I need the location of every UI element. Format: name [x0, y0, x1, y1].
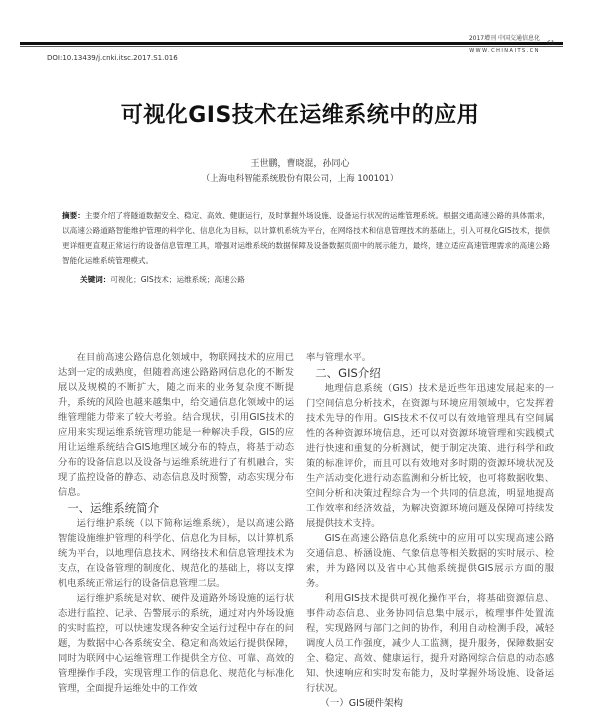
- abstract: [62, 208, 550, 268]
- keywords-text: 可视化；GIS技术；运维系统；高速公路: [110, 275, 245, 284]
- paper-title: 可视化GIS技术在运维系统中的应用: [120, 103, 480, 128]
- paragraph: 利用GIS技术提供可视化操作平台，将基础资源信息、事件动态信息、业务协同信息集中展示，梳理事件处置流程，实现路网与部门之间的协作，利用自动检测手段，减轻调度人员工作强度，减少人工监测，提升服务，保障数据安全、稳定、高效、健康运行，提升对路网综合信息的动态感知、快速响应和实时发布能力，及时掌握外场设施、设备运行状况。: [306, 593, 554, 694]
- abstract-text: 主要介绍了将隧道数据安全、稳定、高效、健康运行，及时掌握外场设施、设备运行状况的运维管理系统。根据交通高速公路的具体需求，以高速公路道路智能维护管理的科学化、信息化为目标，以计算机系统为平台，在网络技术和信息管理技术的基础上，引入可视化GIS技术，提供更详细更直观正常运行的设备信息管理工具，增强对运维系统的数据保障及设备数据页面中的展示能力，最终，建立适应高速管理需求的高速公路智能化运维系统管理模式。: [62, 211, 551, 265]
- doi: DOI:10.13439/j.cnki.itsc.2017.S1.016: [47, 54, 178, 62]
- right-column: [306, 350, 554, 711]
- journal-name: 2017增刊 中国交通信息化: [468, 35, 540, 42]
- header-rule: [20, 42, 563, 45]
- keywords: [62, 272, 550, 287]
- page-number: 61: [547, 40, 555, 47]
- paragraph: 运行维护系统（以下简称运维系统），是以高速公路智能设施维护管理的科学化、信息化为目标，以计算机系统为平台，以地理信息技术、网络技术和信息管理技术为支点，在设备管理的制度化、规范化的基础上，将以支撑机电系统正常运行的设备信息管理二层。: [58, 518, 294, 589]
- abstract-label: 摘要：: [62, 211, 85, 220]
- keywords-label: 关键词：: [80, 275, 111, 284]
- intro-paragraph: 在目前高速公路信息化领域中，物联网技术的应用已达到一定的成熟度，但随着高速公路路网信息化的不断发展以及规模的不断扩大，随之而来的业务复杂度不断提升，系统的风险也越来越集中，给交通信息化领域中的运维管理能力带来了较大考验。结合现状，引用GIS技术的应用来实现运维系统管理功能是一种解决手段，GIS的应用让运维系统结合GIS地理区域分布的特点，将基于动态分布的设备信息以及设备与运维系统进行了有机融合，实现了监控设备的静态、动态信息及时预警，动态实现分布信息。: [58, 352, 294, 498]
- paragraph: 运行维护系统是对软、硬件及道路外场设施的运行状态进行监控、记录、告警展示的系统，通过对内外场设施的实时监控，可以快速发现各种安全运行过程中存在的问题，为数据中心各系统安全、稳定和高效运行提供保障，同时为联网中心运维管理工作提供全方位、可靠、高效的管理操作手段，实现管理工作的信息化、规范化与标准化管理，全面提升运维处中的工作效: [58, 593, 294, 694]
- header-rule-thin: [20, 46, 563, 47]
- affiliation: （上海电科智能系统股份有限公司，上海 100101）: [201, 174, 399, 184]
- paragraph: 地理信息系统（GIS）技术是近些年迅速发展起来的一门空间信息分析技术，在资源与环境应用领域中，它发挥着技术先导的作用。GIS技术不仅可以有效地管理具有空间属性的各种资源环境信息，还可以对资源环境管理和实践模式进行快速和重复的分析测试，便于制定决策、进行科学和政策的标准评价，而且可以有效地对多时期的资源环境状况及生产活动变化进行动态监测和分析比较，也可将数据收集、空间分析和决策过程综合为一个共同的信息流，明显地提高工作效率和经济效益，为解决资源环境问题及保障可持续发展提供技术支持。: [306, 383, 554, 529]
- paragraph: GIS在高速公路信息化系统中的应用可以实现高速公路交通信息、桥涵设施、气象信息等相关数据的实时展示、检索，并为路网以及省中心其他系统提供GIS展示方面的服务。: [306, 533, 554, 589]
- paragraph-continuation: 率与管理水平。: [306, 352, 372, 363]
- journal-website: WWW.CHINAITS.CN: [469, 48, 540, 54]
- authors: 王世鹏，曹晓混，孙同心: [250, 159, 350, 169]
- subsection-heading: （一）GIS硬件架构: [320, 698, 403, 709]
- abstract-block: [62, 208, 550, 287]
- section-heading: 二、GIS介绍: [315, 366, 381, 380]
- left-column: [58, 350, 294, 696]
- section-heading: 一、运维系统简介: [67, 501, 160, 515]
